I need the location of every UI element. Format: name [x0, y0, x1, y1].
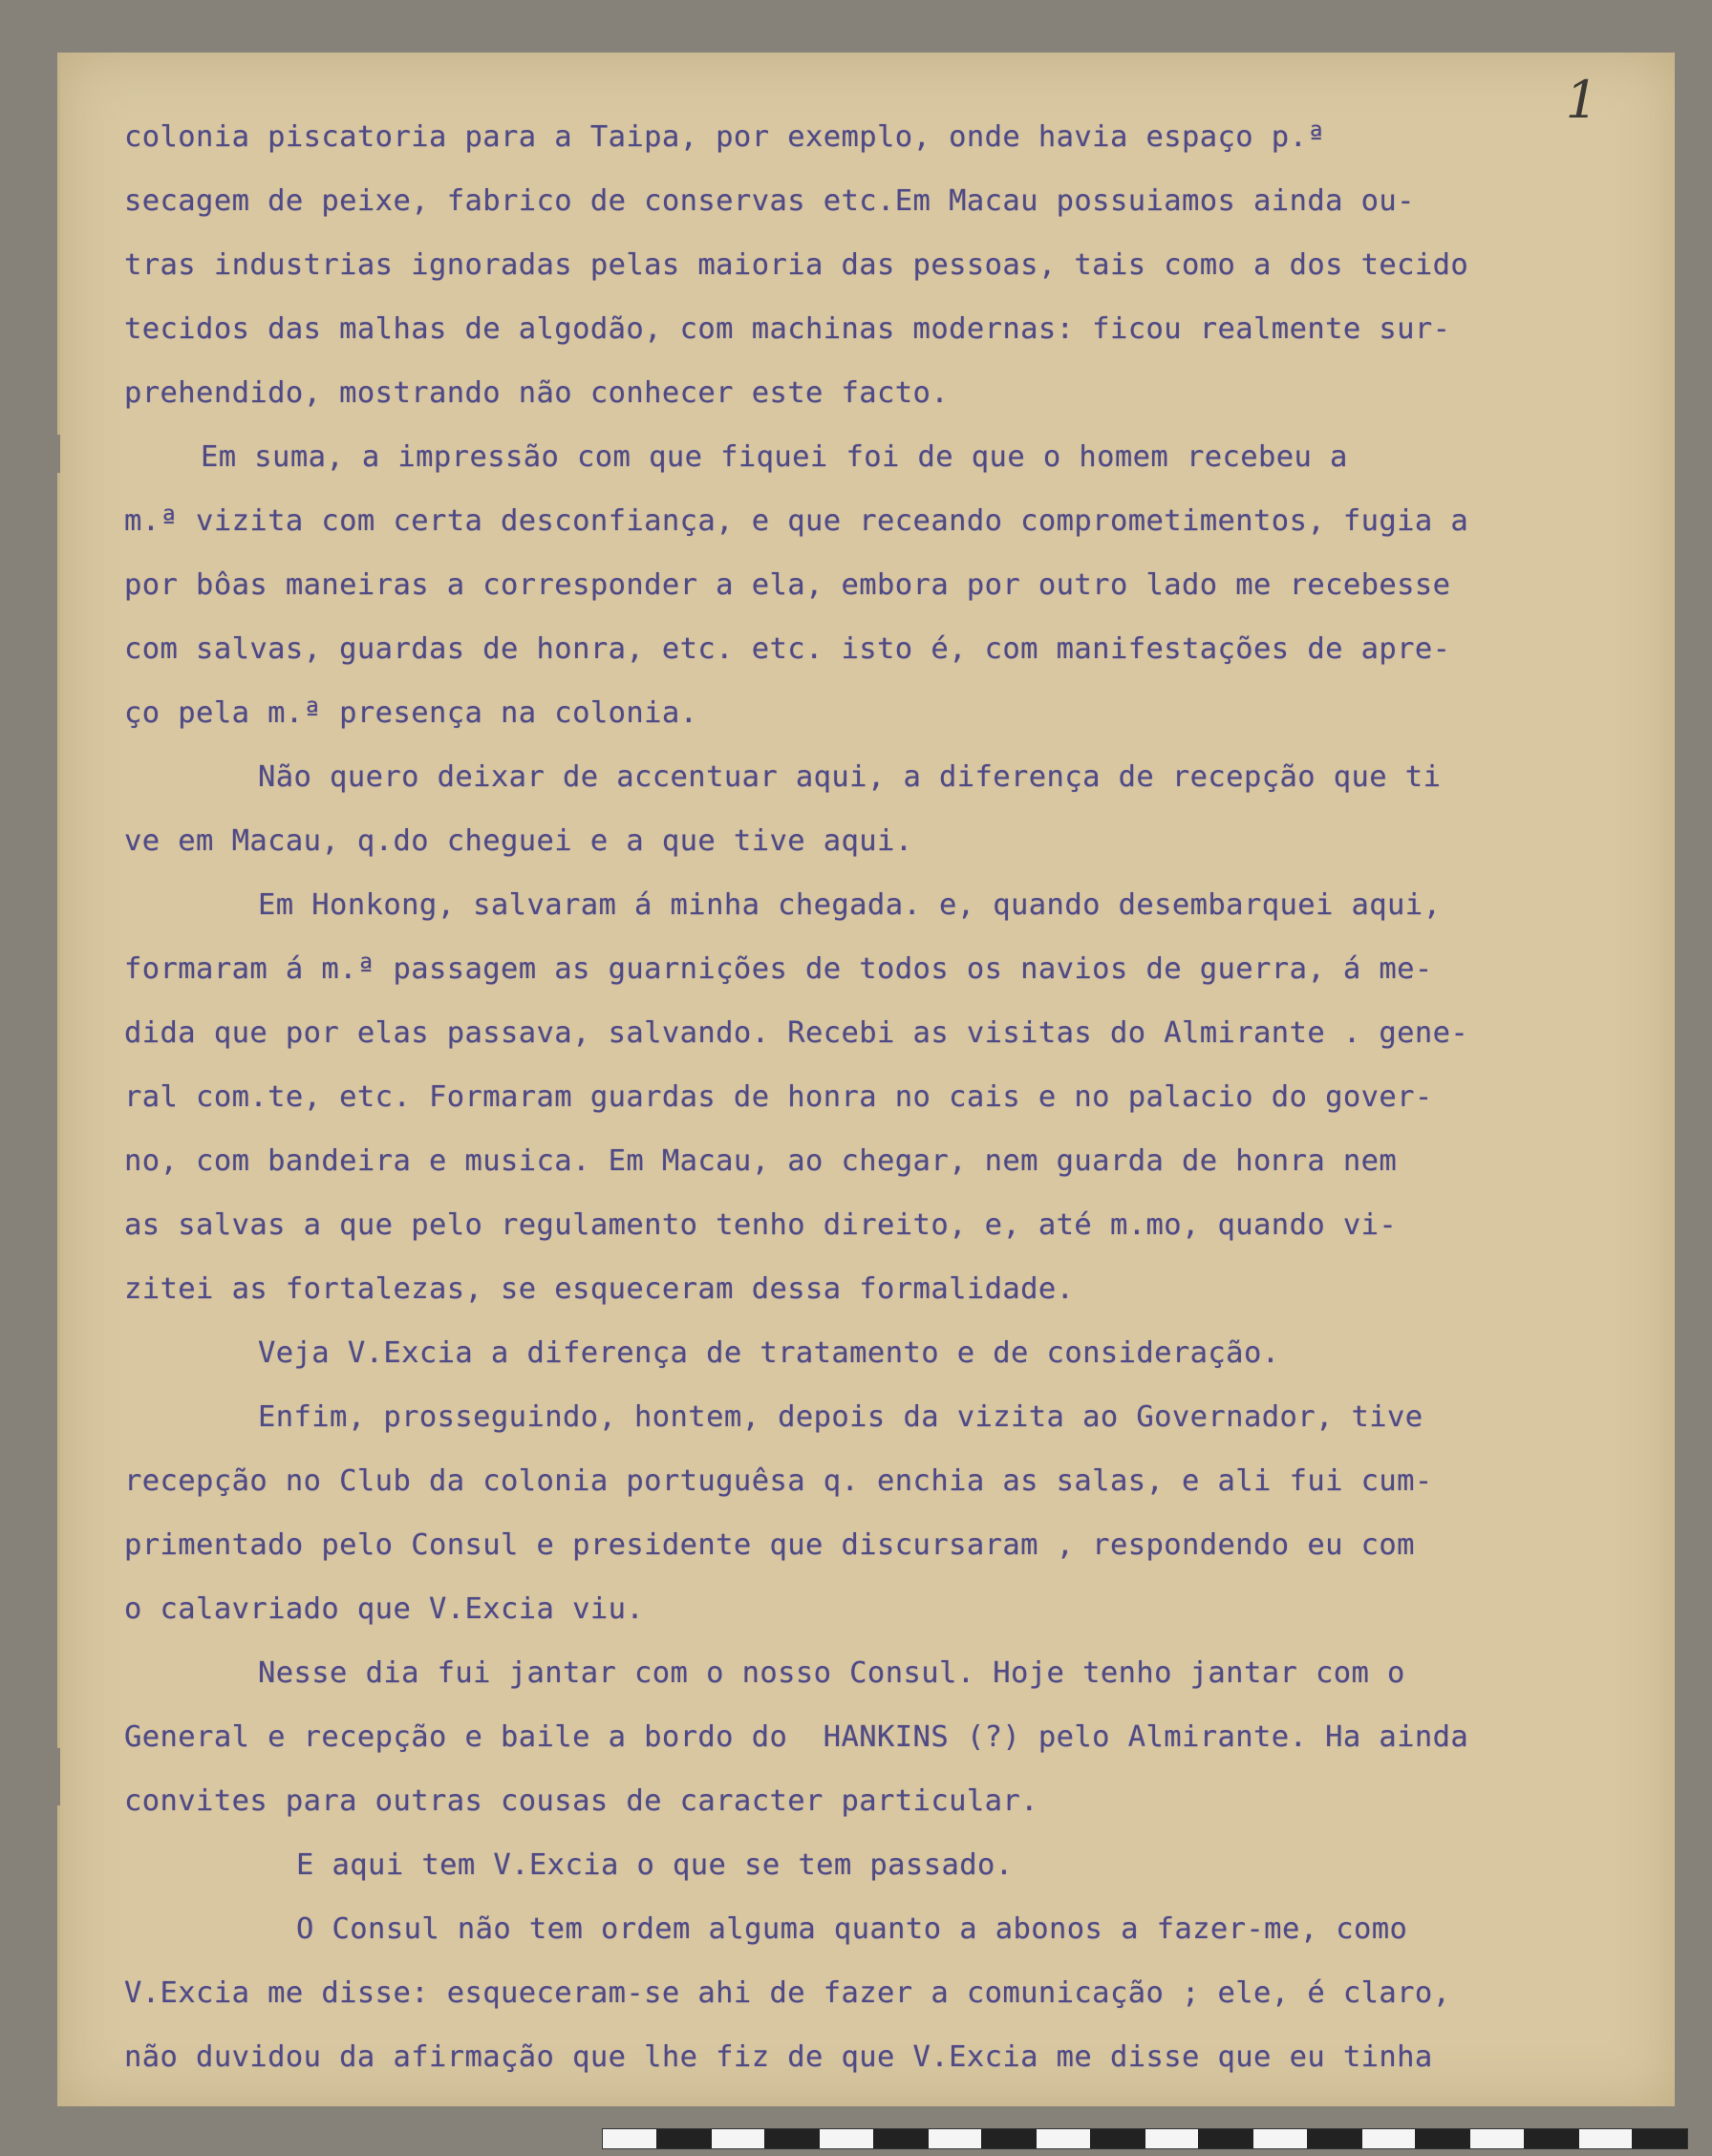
text-line: as salvas a que pelo regulamento tenho direito, e, até m.mo, quando vi- [124, 1208, 1398, 1242]
text-line: com salvas, guardas de honra, etc. etc. isto é, com manifestações de apre- [124, 632, 1451, 666]
text-line: primentado pelo Consul e presidente que discursaram , respondendo eu com [124, 1528, 1415, 1562]
text-line: não duvidou da afirmação que lhe fiz de que V.Excia me disse que eu tinha [124, 2040, 1433, 2074]
text-line: Nesse dia fui jantar com o nosso Consul. Hoje tenho jantar com o [258, 1656, 1405, 1690]
paper-tear-1 [39, 435, 60, 473]
text-line: no, com bandeira e musica. Em Macau, ao chegar, nem guarda de honra nem [124, 1144, 1398, 1178]
text-line: E aqui tem V.Excia o que se tem passado. [296, 1848, 1014, 1882]
text-line: tras industrias ignoradas pelas maioria das pessoas, tais como a dos tecido [124, 248, 1469, 282]
text-line: formaram á m.ª passagem as guarnições de todos os navios de guerra, á me- [124, 952, 1433, 986]
paper-tear-2 [39, 1748, 60, 1805]
text-line: Enfim, prosseguindo, hontem, depois da vizita ao Governador, tive [258, 1400, 1423, 1434]
text-line: Não quero deixar de accentuar aqui, a diferença de recepção que ti [258, 760, 1442, 794]
text-line: Veja V.Excia a diferença de tratamento e de consideração. [258, 1336, 1280, 1370]
text-line: Em Honkong, salvaram á minha chegada. e, quando desembarquei aqui, [258, 888, 1442, 922]
text-line: secagem de peixe, fabrico de conservas etc.Em Macau possuiamos ainda ou- [124, 184, 1415, 218]
text-line: colonia piscatoria para a Taipa, por exemplo, onde havia espaço p.ª [124, 120, 1326, 154]
text-line: prehendido, mostrando não conhecer este facto. [124, 376, 950, 410]
text-line: zitei as fortalezas, se esqueceram dessa formalidade. [124, 1272, 1075, 1306]
text-line: ço pela m.ª presença na colonia. [124, 696, 698, 730]
text-line: m.ª vizita com certa desconfiança, e que receando comprometimentos, fugia a [124, 504, 1469, 538]
text-line: tecidos das malhas de algodão, com machinas modernas: ficou realmente sur- [124, 312, 1451, 346]
text-line: ve em Macau, q.do cheguei e a que tive aqui. [124, 824, 913, 858]
text-line: por bôas maneiras a corresponder a ela, embora por outro lado me recebesse [124, 568, 1451, 602]
text-line: Em suma, a impressão com que fiquei foi de que o homem recebeu a [201, 440, 1348, 474]
text-line: General e recepção e baile a bordo do HANKINS (?) pelo Almirante. Ha ainda [124, 1720, 1469, 1754]
letter-body [124, 105, 1576, 2089]
text-line: V.Excia me disse: esqueceram-se ahi de fazer a comunicação ; ele, é claro, [124, 1976, 1451, 2010]
scale-ruler [602, 2128, 1688, 2149]
text-line: O Consul não tem ordem alguma quanto a abonos a fazer-me, como [296, 1912, 1408, 1946]
text-line: ral com.te, etc. Formaram guardas de honra no cais e no palacio do gover- [124, 1080, 1433, 1114]
text-line: convites para outras cousas de caracter particular. [124, 1784, 1038, 1818]
text-line: o calavriado que V.Excia viu. [124, 1592, 645, 1626]
text-line: recepção no Club da colonia portuguêsa q. enchia as salas, e ali fui cum- [124, 1464, 1433, 1498]
page-number-marker: 1 [1565, 70, 1598, 130]
text-line: dida que por elas passava, salvando. Recebi as visitas do Almirante . gene- [124, 1016, 1469, 1050]
